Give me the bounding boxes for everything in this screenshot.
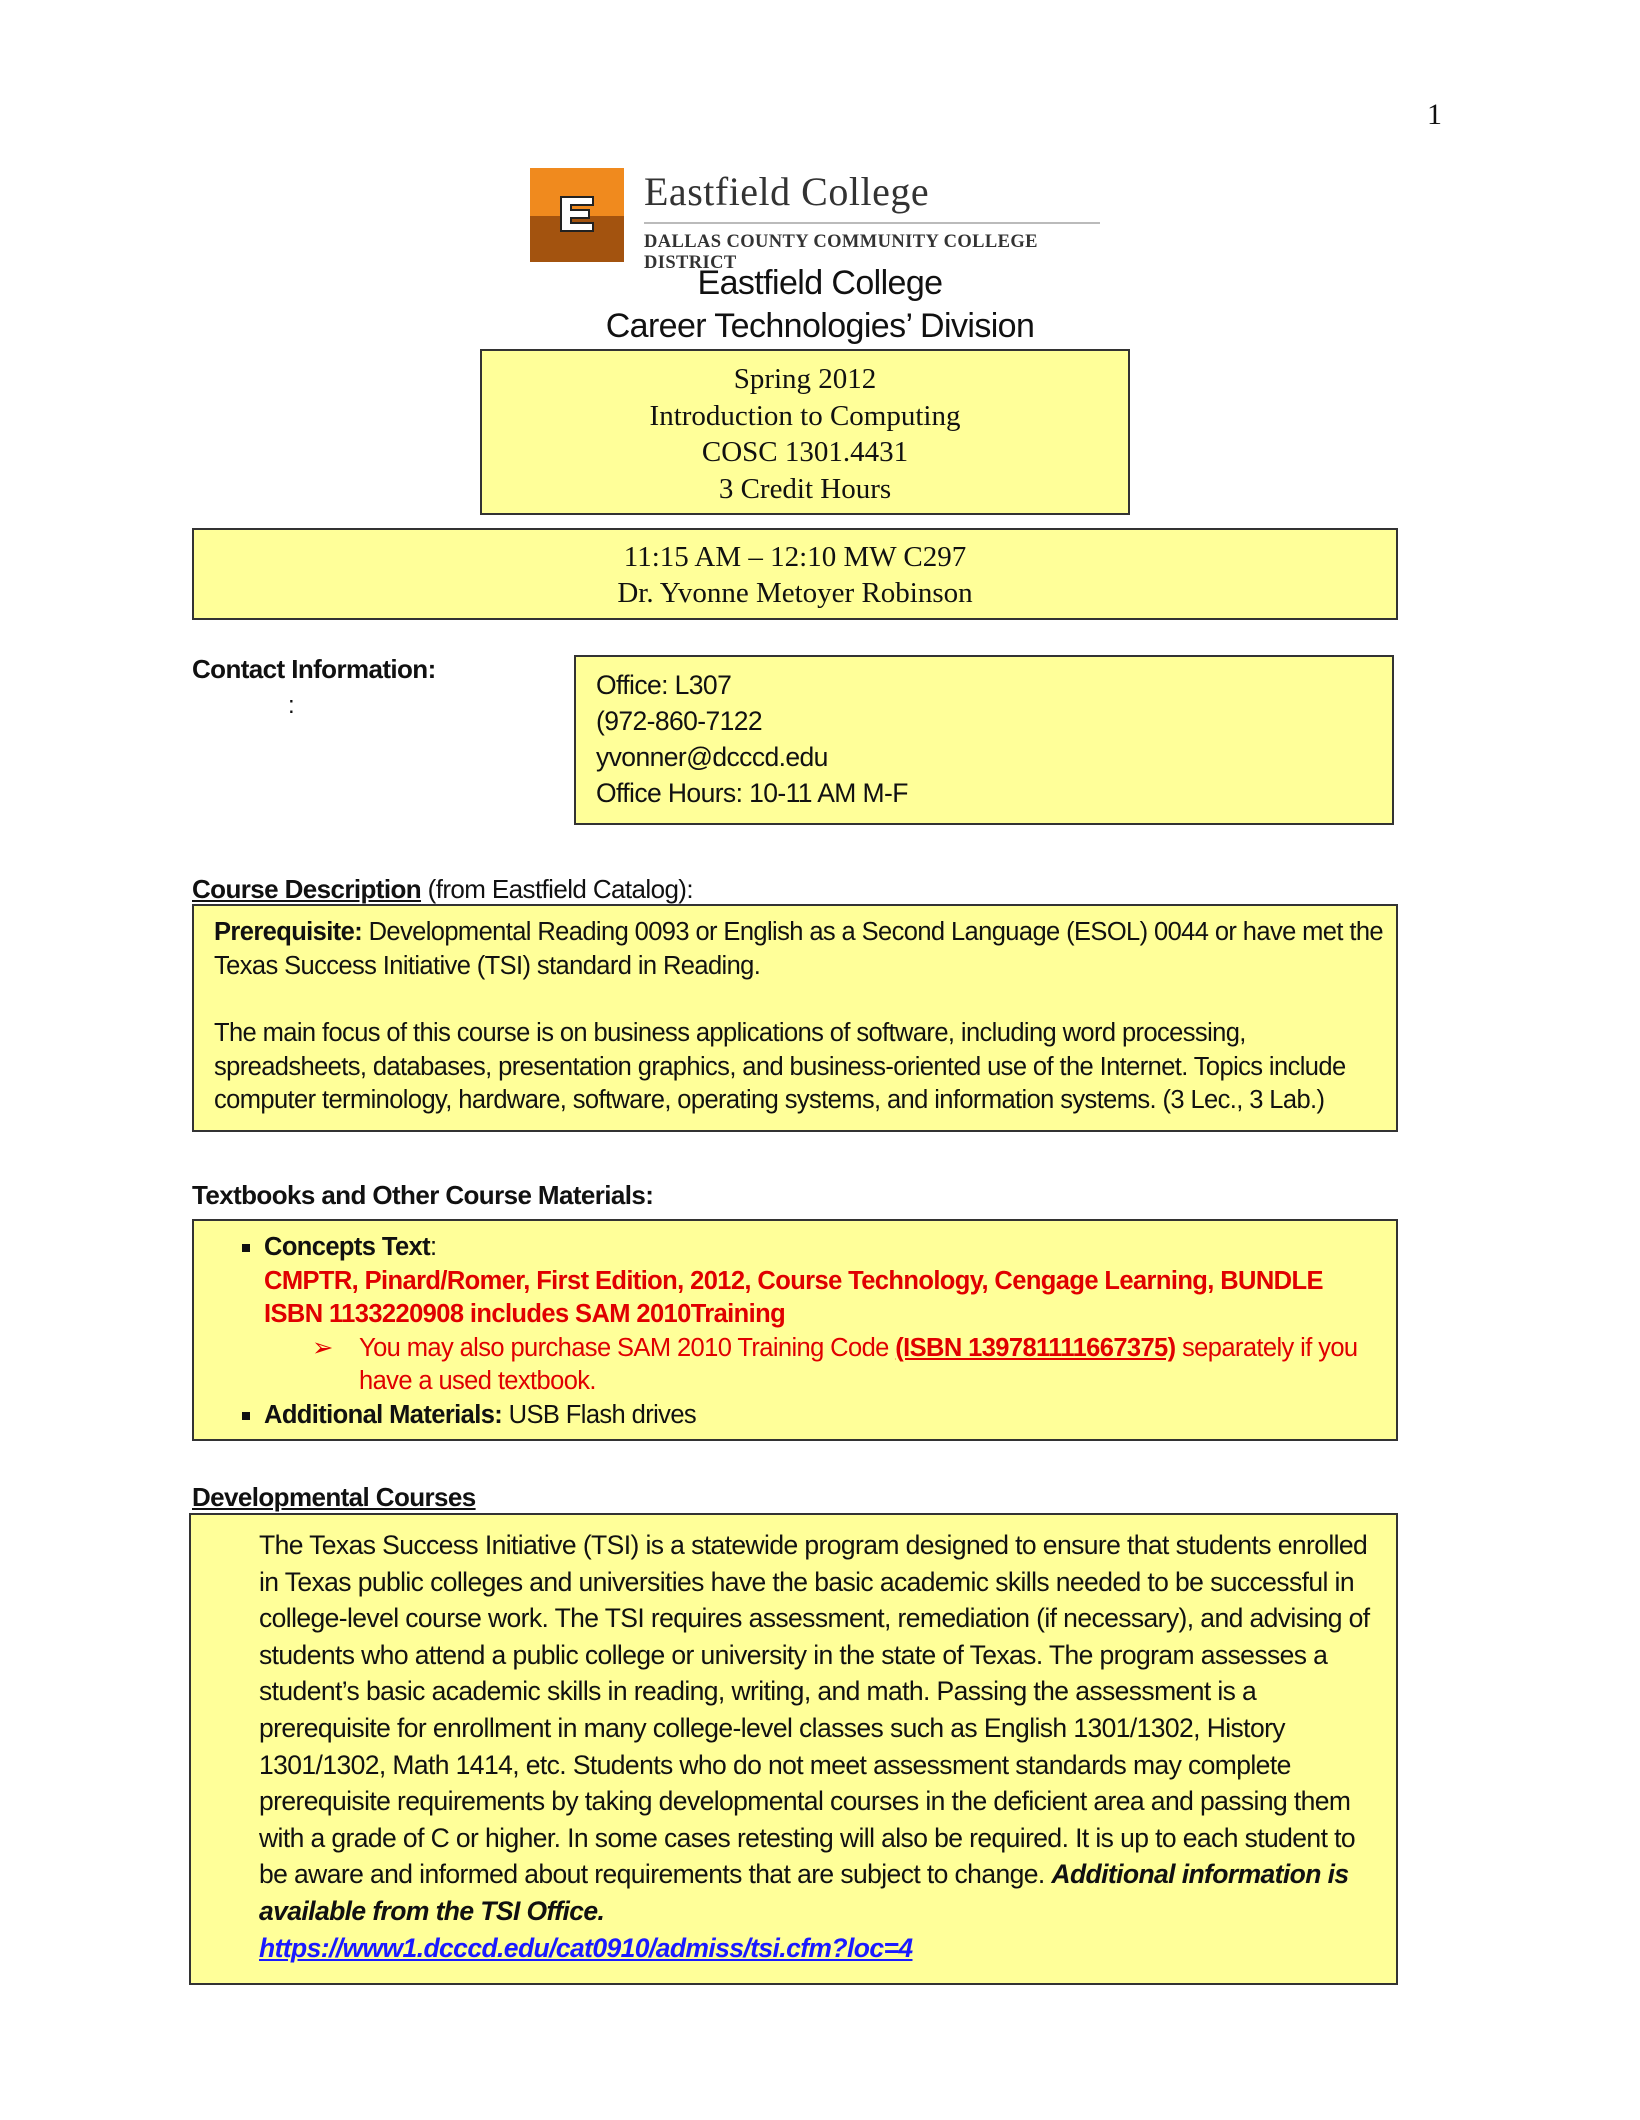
schedule-box [192,528,1398,620]
description-body: The main focus of this course is on business applications of software, including word processing, spreadsheets, databases, presentation graphics, and business-oriented use of the Internet. Topics include computer terminology, hardware, software, operating systems, and information systems. (3 Lec., 3 Lab.) [214,1019,1346,1114]
concepts-text-label: Concepts Text [264,1233,431,1261]
materials-box [192,1219,1398,1441]
developmental-heading [192,1482,476,1513]
logo-college-name: Eastfield College [644,169,930,214]
course-info-box [480,349,1130,515]
phone-number: (972-860-7122 [596,706,763,736]
contact-colon: : [288,692,295,719]
instructor-name: Dr. Yvonne Metoyer Robinson [617,577,973,609]
prerequisite-paragraph [214,916,1386,983]
contact-box [574,655,1394,825]
additional-materials-item [194,1399,1386,1433]
textbook-title: CMPTR, Pinard/Romer, First Edition, 2012, Course Technology, Cengage Learning, BUNDLE [264,1266,1323,1295]
textbook-isbn: ISBN 1133220908 includes SAM 2010Training [264,1300,786,1328]
description-heading [192,874,693,905]
sam-code-pre: You may also purchase SAM 2010 Training Code [359,1333,896,1362]
office-location: Office: L307 [596,670,732,700]
additional-materials-label: Additional Materials: [264,1400,503,1429]
logo-district-name: DALLAS COUNTY COMMUNITY COLLEGE DISTRICT [644,232,1038,273]
description-heading-label: Course Description [192,874,422,904]
logo-mark-icon [530,168,624,262]
prerequisite-text: Developmental Reading 0093 or English as a Second Language (ESOL) 0044 or have met the Texas Success Initiative (TSI) standard in Reading. [214,918,1384,980]
concepts-text-colon: : [430,1233,437,1261]
division-title: Career Technologies’ Division [605,307,1035,345]
description-heading-suffix: (from Eastfield Catalog): [421,874,693,904]
bullet-square-icon [242,1412,250,1420]
course-term: Spring 2012 [733,363,877,395]
tsi-info-link[interactable]: https://www1.dcccd.edu/cat0910/admiss/tsi.cfm?loc=4 [259,1932,913,1963]
course-code: COSC 1301.4431 [701,436,909,468]
class-time: 11:15 AM – 12:10 MW C297 [623,541,967,573]
course-credits: 3 Credit Hours [718,472,892,505]
college-title: Eastfield College [697,264,943,302]
logo-divider [644,222,1100,224]
page-number: 1 [1427,98,1442,131]
developmental-body: The Texas Success Initiative (TSI) is a statewide program designed to ensure that students enrolled in Texas public colleges and universities have the basic academic skills needed to be successful in college-level course work. The TSI requires assessment, remediation (if necessary), and advising of students who attend a public college or university in the state of Texas. The program assesses a student’s basic academic skills in reading, writing, and math. Passing the assessment is a prerequisite for enrollment in many college-level classes such as English 1301/1302, History 1301/1302, Math 1414, etc. Students who do not meet assessment standards may complete prerequisite requirements by taking developmental courses in the deficient area and passing them with a grade of C or higher. In some cases retesting will also be required. It is up to each student to be aware and informed about requirements that are subject to change. [259,1530,1370,1890]
sam-code-item [194,1332,1386,1399]
office-hours: Office Hours: 10-11 AM M-F [596,778,908,808]
course-title: Introduction to Computing [649,399,961,432]
tsi-office-note: Additional information is available from the TSI Office. [259,1859,1349,1926]
bullet-square-icon [242,1244,250,1252]
developmental-heading-label: Developmental Courses [192,1482,476,1512]
additional-materials-text: USB Flash drives [502,1400,697,1429]
logo-e-icon [559,195,595,233]
email-address[interactable]: yvonner@dcccd.edu [596,742,828,772]
sam-code-post: separately if you have a used textbook. [359,1333,1358,1395]
concepts-text-item [194,1231,1386,1332]
arrow-bullet-icon: ➢ [312,1333,333,1362]
prerequisite-label: Prerequisite: [214,918,363,946]
developmental-box [189,1513,1398,1985]
college-logo [530,168,1100,273]
contact-heading: Contact Information: [192,654,436,684]
description-box [192,904,1398,1132]
sam-code-isbn: (ISBN 139781111667375) [895,1333,1176,1362]
materials-heading: Textbooks and Other Course Materials: [192,1180,654,1210]
